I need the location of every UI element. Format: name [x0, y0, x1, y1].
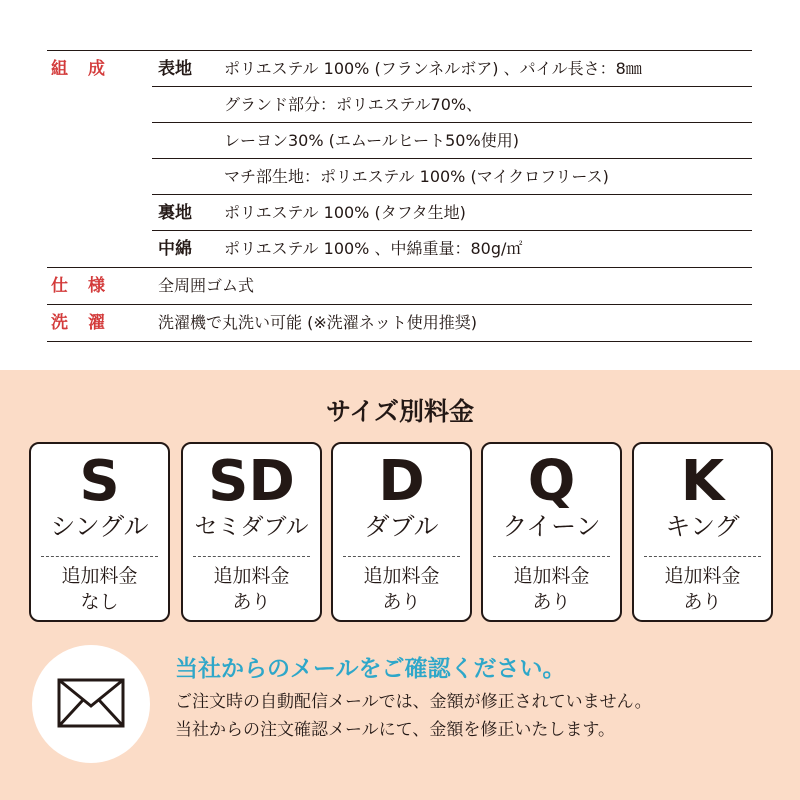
- size-code: S: [79, 449, 120, 514]
- spec-row-machi: [47, 159, 752, 195]
- pricing-section: [0, 370, 800, 800]
- notice-line-1: ご注文時の自動配信メールでは、金額が修正されていません。: [175, 692, 652, 712]
- size-fee-status: あり: [683, 591, 722, 613]
- spec-value-rayon: レーヨン30% (エムールヒート50%使用): [224, 131, 519, 150]
- size-fee-label: 追加料金: [513, 565, 590, 587]
- size-pricing-title: サイズ別料金: [325, 397, 474, 426]
- size-code: Q: [527, 449, 576, 514]
- spec-label-ura: 裏地: [158, 203, 192, 223]
- size-name: シングル: [50, 512, 149, 541]
- size-name: セミダブル: [194, 514, 309, 540]
- size-code: SD: [208, 449, 295, 514]
- size-card-double: [331, 442, 472, 622]
- spec-label-nakawata: 中綿: [158, 239, 192, 259]
- size-fee-label: 追加料金: [213, 565, 290, 587]
- dashed-divider: [644, 556, 761, 557]
- size-card-semidouble: [181, 442, 322, 622]
- size-fee-label: 追加料金: [664, 565, 741, 587]
- mail-badge: [32, 645, 150, 763]
- spec-value-omote: ポリエステル 100% (フランネルボア) 、パイル長さ：8㎜: [224, 59, 642, 78]
- dashed-divider: [41, 556, 158, 557]
- size-name: ダブル: [364, 512, 439, 541]
- spec-value-ura: ポリエステル 100% (タフタ生地): [224, 203, 466, 222]
- size-fee-status: あり: [232, 591, 271, 613]
- spec-value-nakawata: ポリエステル 100% 、中綿重量：80g/㎡: [224, 239, 523, 258]
- size-fee-status: あり: [382, 591, 421, 613]
- spec-row-nakawata: [47, 231, 752, 268]
- spec-category-shiyou: 仕様: [51, 276, 125, 296]
- size-card-king: [632, 442, 773, 622]
- size-fee-status: あり: [532, 591, 571, 613]
- spec-row-ground: [47, 87, 752, 123]
- size-card-queen: [481, 442, 622, 622]
- spec-row-shiyou: [47, 268, 752, 305]
- dashed-divider: [343, 556, 460, 557]
- spec-row-rayon: [47, 123, 752, 159]
- size-code: K: [680, 449, 725, 514]
- spec-category-composition: 組成: [51, 59, 125, 79]
- spec-value-machi: マチ部生地：ポリエステル 100% (マイクロフリース): [224, 167, 609, 186]
- spec-section: [0, 0, 800, 370]
- dashed-divider: [193, 556, 310, 557]
- size-code: D: [378, 449, 425, 514]
- spec-value-shiyou: 全周囲ゴム式: [158, 276, 255, 295]
- spec-row-sentaku: [47, 305, 752, 342]
- size-fee-label: 追加料金: [61, 565, 138, 587]
- size-name: キング: [665, 512, 740, 541]
- spec-row-omote: [47, 51, 752, 87]
- size-fee-status: なし: [80, 591, 119, 613]
- spec-value-ground: グランド部分：ポリエステル70%、: [224, 95, 483, 114]
- size-name: クイーン: [502, 512, 601, 541]
- size-card-single: [29, 442, 170, 622]
- spec-table: [47, 50, 752, 342]
- size-fee-label: 追加料金: [363, 565, 440, 587]
- notice-title: 当社からのメールをご確認ください。: [175, 656, 566, 682]
- dashed-divider: [493, 556, 610, 557]
- envelope-icon: [57, 678, 125, 728]
- spec-category-sentaku: 洗濯: [51, 313, 125, 333]
- notice-line-2: 当社からの注文確認メールにて、金額を修正いたします。: [175, 720, 615, 740]
- spec-row-ura: [47, 195, 752, 231]
- spec-label-omote: 表地: [158, 59, 192, 79]
- spec-value-sentaku: 洗濯機で丸洗い可能 (※洗濯ネット使用推奨): [158, 313, 477, 332]
